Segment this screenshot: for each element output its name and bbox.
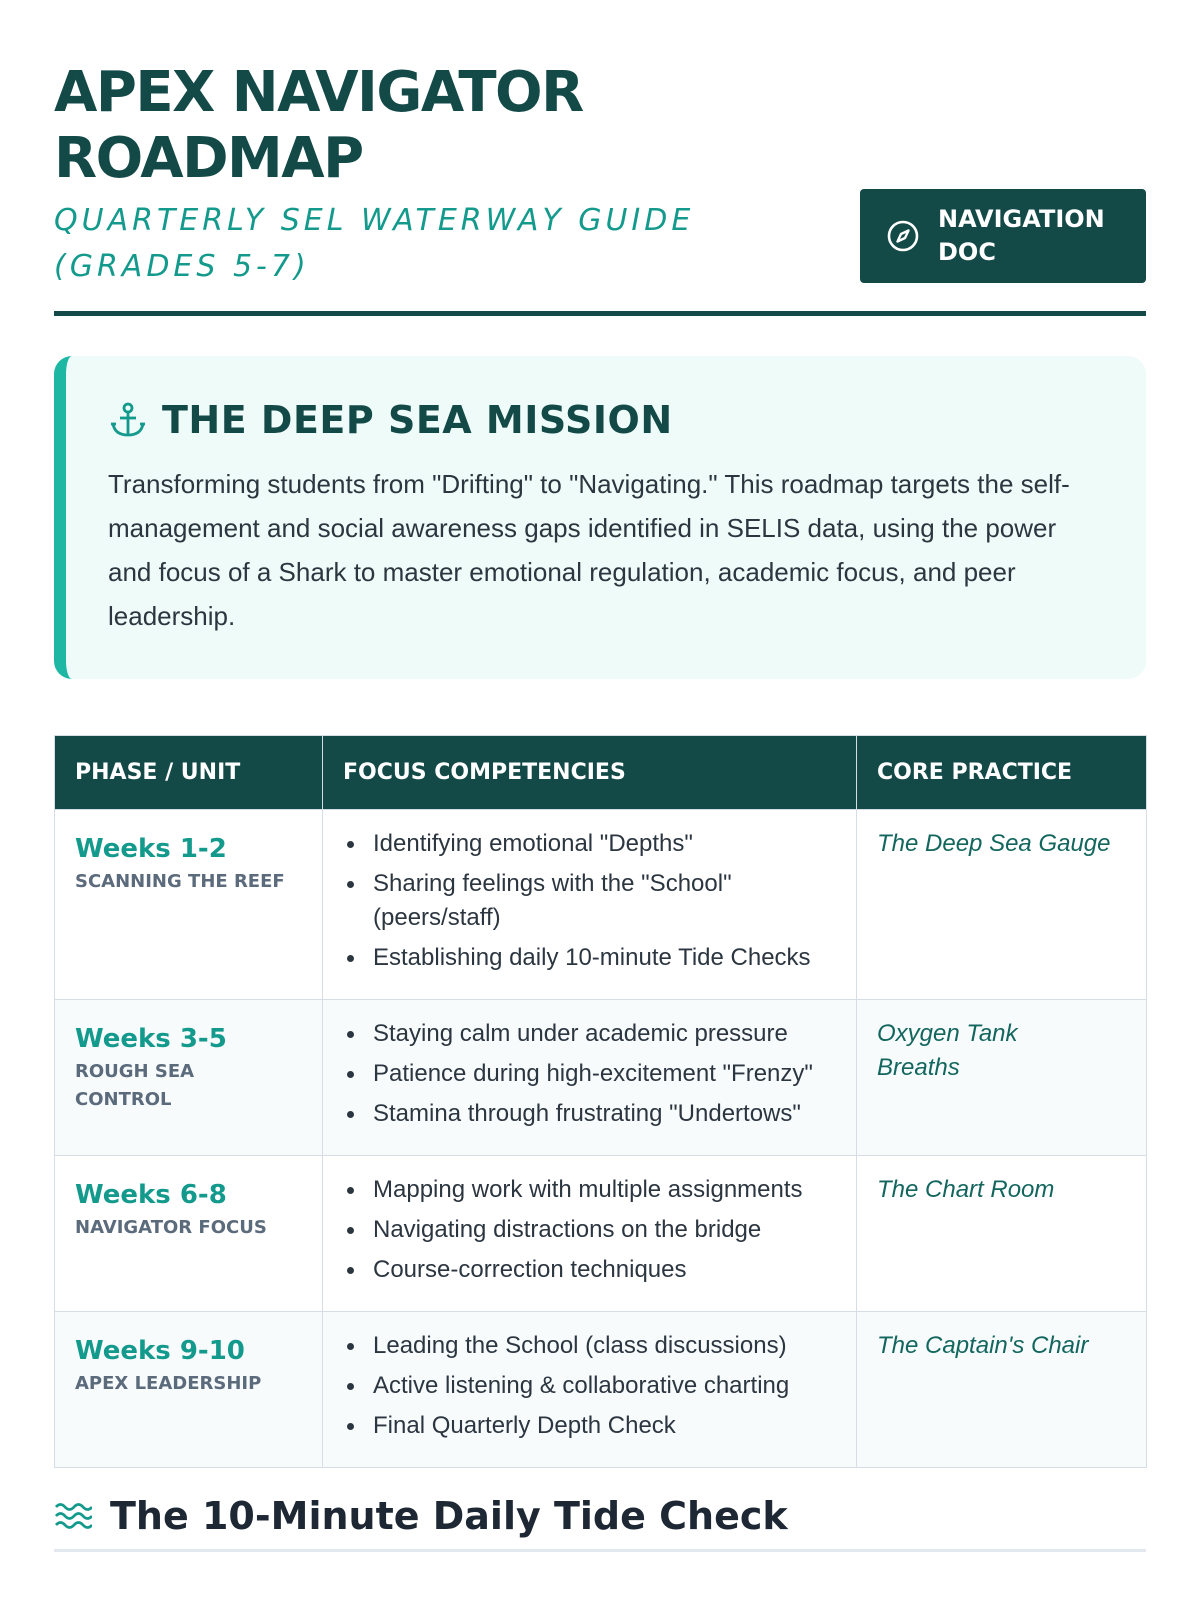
core-practice: The Chart Room <box>877 1176 1055 1203</box>
tide-check-title: The 10-Minute Daily Tide Check <box>110 1493 788 1538</box>
phase-unit: NAVIGATOR FOCUS <box>75 1217 267 1238</box>
document-header <box>54 0 1146 316</box>
practice-cell <box>857 810 1147 1000</box>
mission-text: Transforming students from "Drifting" to "Navigating." This roadmap targets the self-management and social awareness gaps identified in SELIS data, using the power and focus of a Shark to master emotional regulation, academic focus, and peer leadership. <box>108 469 1070 631</box>
competency-list <box>343 1329 836 1443</box>
waves-icon <box>54 1501 92 1531</box>
column-header-phase: PHASE / UNIT <box>55 736 323 810</box>
column-header-practice: CORE PRACTICE <box>857 736 1147 810</box>
phase-weeks: Weeks 1-2 <box>75 834 227 864</box>
competencies-cell <box>323 1312 857 1468</box>
phase-cell <box>55 1312 323 1468</box>
badge-label: NAVIGATION DOC <box>938 205 1105 266</box>
tide-check-section <box>54 1482 1146 1552</box>
table-row <box>55 810 1147 1000</box>
competency-list <box>343 1017 836 1131</box>
competencies-cell <box>323 810 857 1000</box>
mission-title: THE DEEP SEA MISSION <box>162 398 673 442</box>
compass-icon <box>886 219 920 253</box>
phase-cell <box>55 1000 323 1156</box>
competencies-cell <box>323 1156 857 1312</box>
practice-cell <box>857 1156 1147 1312</box>
phase-unit: SCANNING THE REEF <box>75 871 285 892</box>
page-subtitle: QUARTERLY SEL WATERWAY GUIDE (GRADES 5-7) <box>54 203 695 284</box>
navigation-doc-badge <box>860 189 1146 283</box>
phase-weeks: Weeks 3-5 <box>75 1024 227 1054</box>
phase-weeks: Weeks 6-8 <box>75 1180 227 1210</box>
table-row <box>55 1000 1147 1156</box>
competency-item: Leading the School (class discussions) <box>343 1329 836 1363</box>
practice-cell <box>857 1000 1147 1156</box>
core-practice: The Captain's Chair <box>877 1332 1089 1359</box>
table-row <box>55 1312 1147 1468</box>
roadmap-table <box>54 735 1147 1468</box>
phase-unit: APEX LEADERSHIP <box>75 1373 262 1394</box>
anchor-icon <box>108 400 148 440</box>
page-title: APEX NAVIGATOR ROADMAP <box>54 60 583 191</box>
competency-item: Sharing feelings with the "School" (peers/staff) <box>343 867 836 935</box>
competency-item: Final Quarterly Depth Check <box>343 1409 836 1443</box>
mission-heading <box>108 398 1106 442</box>
phase-unit: ROUGH SEA CONTROL <box>75 1061 195 1110</box>
column-header-competencies: FOCUS COMPETENCIES <box>323 736 857 810</box>
phase-cell <box>55 1156 323 1312</box>
phase-cell <box>55 810 323 1000</box>
table-row <box>55 1156 1147 1312</box>
practice-cell <box>857 1312 1147 1468</box>
competency-item: Mapping work with multiple assignments <box>343 1173 836 1207</box>
competency-item: Active listening & collaborative charting <box>343 1369 836 1403</box>
competency-list <box>343 827 836 975</box>
core-practice: The Deep Sea Gauge <box>877 830 1111 857</box>
competencies-cell <box>323 1000 857 1156</box>
mission-callout <box>54 356 1146 679</box>
competency-item: Identifying emotional "Depths" <box>343 827 836 861</box>
competency-item: Staying calm under academic pressure <box>343 1017 836 1051</box>
core-practice: Oxygen Tank Breaths <box>877 1020 1018 1081</box>
competency-item: Patience during high-excitement "Frenzy" <box>343 1057 836 1091</box>
competency-item: Navigating distractions on the bridge <box>343 1213 836 1247</box>
competency-item: Course-correction techniques <box>343 1253 836 1287</box>
competency-item: Establishing daily 10-minute Tide Checks <box>343 941 836 975</box>
phase-weeks: Weeks 9-10 <box>75 1336 245 1366</box>
competency-item: Stamina through frustrating "Undertows" <box>343 1097 836 1131</box>
table-header-row <box>55 736 1147 810</box>
competency-list <box>343 1173 836 1287</box>
